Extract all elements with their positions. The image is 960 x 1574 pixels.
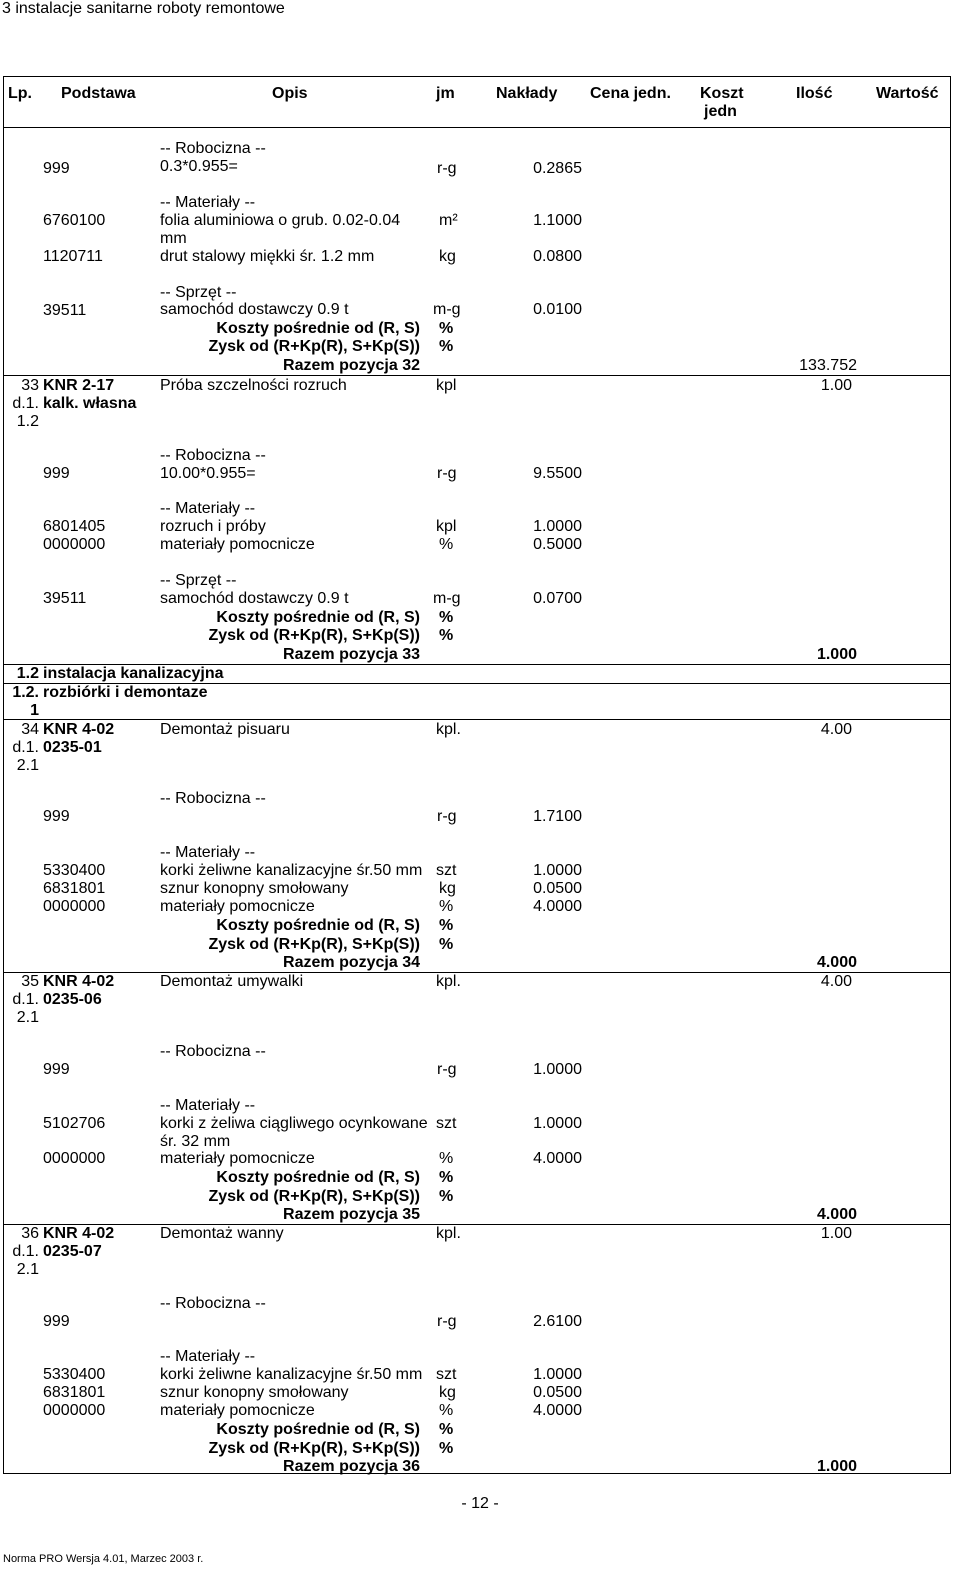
section-name: rozbiórki i demontaze bbox=[43, 684, 208, 701]
zysk-label: Zysk od (R+Kp(R), S+Kp(S)) bbox=[208, 627, 420, 644]
resource-value: 0.0800 bbox=[533, 248, 582, 265]
resource-code: 0000000 bbox=[43, 536, 106, 553]
position-description: Demontaż wanny bbox=[160, 1225, 284, 1242]
resource-code: 6831801 bbox=[43, 1384, 106, 1401]
percent-sign: % bbox=[439, 320, 454, 337]
resource-desc-cont: śr. 32 mm bbox=[160, 1133, 231, 1150]
section-number-sub: 1 bbox=[30, 702, 39, 719]
group-label-robocizna: -- Robocizna -- bbox=[160, 1043, 266, 1060]
resource-desc: korki żeliwne kanalizacyjne śr.50 mm bbox=[160, 1366, 423, 1383]
resource-code: 6831801 bbox=[43, 880, 106, 897]
resource-desc: samochód dostawczy 0.9 t bbox=[160, 301, 349, 318]
section-name: instalacja kanalizacyjna bbox=[43, 665, 224, 682]
resource-code: 999 bbox=[43, 160, 70, 177]
koszty-posrednie-label: Koszty pośrednie od (R, S) bbox=[216, 320, 420, 337]
percent-sign: % bbox=[439, 936, 454, 953]
header-naklady: Nakłady bbox=[496, 85, 558, 102]
resource-unit: m² bbox=[439, 212, 458, 229]
percent-sign: % bbox=[439, 1169, 454, 1186]
razem-value: 4.000 bbox=[816, 954, 857, 971]
resource-value: 1.7100 bbox=[533, 808, 582, 825]
row-divider bbox=[3, 719, 951, 720]
position-quantity: 1.00 bbox=[820, 1225, 852, 1242]
resource-code: 999 bbox=[43, 808, 70, 825]
position-number-sub: 2.1 bbox=[16, 1009, 39, 1026]
resource-value: 0.2865 bbox=[533, 160, 582, 177]
resource-value: 4.0000 bbox=[533, 898, 582, 915]
resource-desc: sznur konopny smołowany bbox=[160, 880, 349, 897]
resource-unit: kg bbox=[439, 248, 456, 265]
resource-unit: r-g bbox=[437, 808, 457, 825]
resource-desc: folia aluminiowa o grub. 0.02-0.04 bbox=[160, 212, 401, 229]
position-basis: KNR 2-17 bbox=[43, 377, 115, 394]
zysk-label: Zysk od (R+Kp(R), S+Kp(S)) bbox=[208, 1188, 420, 1205]
resource-value: 9.5500 bbox=[533, 465, 582, 482]
section-number: 1.2. bbox=[12, 684, 39, 701]
resource-desc: korki żeliwne kanalizacyjne śr.50 mm bbox=[160, 862, 423, 879]
position-basis-sub: kalk. własna bbox=[43, 395, 137, 412]
resource-value: 0.0500 bbox=[533, 1384, 582, 1401]
resource-unit: kg bbox=[439, 880, 456, 897]
position-basis-sub: 0235-01 bbox=[43, 739, 102, 756]
position-number-sub: 1.2 bbox=[16, 413, 39, 430]
resource-code: 6801405 bbox=[43, 518, 106, 535]
position-basis: KNR 4-02 bbox=[43, 721, 115, 738]
percent-sign: % bbox=[439, 1188, 454, 1205]
resource-desc: korki z żeliwa ciągliwego ocynkowane bbox=[160, 1115, 428, 1132]
razem-value: 133.752 bbox=[799, 357, 857, 374]
percent-sign: % bbox=[439, 627, 454, 644]
resource-unit: szt bbox=[436, 862, 457, 879]
razem-value: 1.000 bbox=[816, 646, 857, 663]
page-number: - 12 - bbox=[461, 1495, 499, 1512]
resource-value: 1.0000 bbox=[533, 1115, 582, 1132]
resource-value: 4.0000 bbox=[533, 1402, 582, 1419]
resource-unit: % bbox=[439, 898, 454, 915]
header-podstawa: Podstawa bbox=[61, 85, 136, 102]
position-description: Demontaż umywalki bbox=[160, 973, 304, 990]
resource-unit: r-g bbox=[437, 465, 457, 482]
resource-unit: % bbox=[439, 1150, 454, 1167]
resource-desc: samochód dostawczy 0.9 t bbox=[160, 590, 349, 607]
position-number-sub: d.1. bbox=[12, 739, 39, 756]
resource-code: 6760100 bbox=[43, 212, 106, 229]
resource-value: 2.6100 bbox=[533, 1313, 582, 1330]
resource-desc: 10.00*0.955= bbox=[160, 465, 256, 482]
koszty-posrednie-label: Koszty pośrednie od (R, S) bbox=[216, 1169, 420, 1186]
position-unit: kpl. bbox=[436, 1225, 461, 1242]
resource-value: 1.1000 bbox=[533, 212, 582, 229]
header-ilosc: Ilość bbox=[796, 85, 833, 102]
group-label-materialy: -- Materiały -- bbox=[160, 500, 256, 517]
koszty-posrednie-label: Koszty pośrednie od (R, S) bbox=[216, 1421, 420, 1438]
page-title: 3 instalacje sanitarne roboty remontowe bbox=[2, 0, 285, 17]
resource-value: 0.0100 bbox=[533, 301, 582, 318]
position-number: 36 bbox=[21, 1225, 39, 1242]
razem-label: Razem pozycja 32 bbox=[283, 357, 420, 374]
header-koszt-jedn: jedn bbox=[704, 103, 737, 120]
resource-value: 1.0000 bbox=[533, 1366, 582, 1383]
resource-unit: kg bbox=[439, 1384, 456, 1401]
resource-value: 0.0500 bbox=[533, 880, 582, 897]
percent-sign: % bbox=[439, 609, 454, 626]
resource-code: 39511 bbox=[43, 302, 87, 319]
position-number-sub: 2.1 bbox=[16, 757, 39, 774]
position-number-sub: d.1. bbox=[12, 1243, 39, 1260]
resource-code: 0000000 bbox=[43, 1150, 106, 1167]
resource-unit: % bbox=[439, 1402, 454, 1419]
resource-desc: 0.3*0.955= bbox=[160, 158, 238, 175]
razem-label: Razem pozycja 34 bbox=[283, 954, 420, 971]
koszty-posrednie-label: Koszty pośrednie od (R, S) bbox=[216, 917, 420, 934]
koszty-posrednie-label: Koszty pośrednie od (R, S) bbox=[216, 609, 420, 626]
razem-label: Razem pozycja 35 bbox=[283, 1206, 420, 1223]
resource-desc: sznur konopny smołowany bbox=[160, 1384, 349, 1401]
percent-sign: % bbox=[439, 917, 454, 934]
position-number: 34 bbox=[21, 721, 39, 738]
resource-code: 5330400 bbox=[43, 862, 106, 879]
percent-sign: % bbox=[439, 1440, 454, 1457]
position-unit: kpl bbox=[436, 377, 457, 394]
resource-code: 5102706 bbox=[43, 1115, 106, 1132]
position-number-sub: d.1. bbox=[12, 395, 39, 412]
position-unit: kpl. bbox=[436, 973, 461, 990]
group-label-materialy: -- Materiały -- bbox=[160, 844, 256, 861]
position-basis-sub: 0235-06 bbox=[43, 991, 102, 1008]
zysk-label: Zysk od (R+Kp(R), S+Kp(S)) bbox=[208, 1440, 420, 1457]
row-divider bbox=[3, 375, 951, 376]
position-quantity: 4.00 bbox=[820, 721, 852, 738]
group-label-sprzet: -- Sprzęt -- bbox=[160, 284, 237, 301]
resource-desc: rozruch i próby bbox=[160, 518, 266, 535]
header-wartosc: Wartość bbox=[876, 85, 939, 102]
resource-desc: materiały pomocnicze bbox=[160, 1402, 315, 1419]
resource-code: 999 bbox=[43, 465, 70, 482]
resource-desc: materiały pomocnicze bbox=[160, 1150, 315, 1167]
position-quantity: 4.00 bbox=[820, 973, 852, 990]
resource-value: 4.0000 bbox=[533, 1150, 582, 1167]
resource-value: 1.0000 bbox=[533, 518, 582, 535]
header-jm: jm bbox=[436, 85, 455, 102]
resource-unit: kpl bbox=[436, 518, 457, 535]
position-number: 35 bbox=[21, 973, 39, 990]
group-label-robocizna: -- Robocizna -- bbox=[160, 140, 266, 157]
zysk-label: Zysk od (R+Kp(R), S+Kp(S)) bbox=[208, 338, 420, 355]
resource-unit: r-g bbox=[437, 160, 457, 177]
resource-code: 5330400 bbox=[43, 1366, 106, 1383]
section-number: 1.2 bbox=[16, 665, 39, 682]
resource-value: 1.0000 bbox=[533, 1061, 582, 1078]
resource-code: 999 bbox=[43, 1313, 70, 1330]
resource-code: 39511 bbox=[43, 590, 87, 607]
resource-code: 0000000 bbox=[43, 898, 106, 915]
software-footer: Norma PRO Wersja 4.01, Marzec 2003 r. bbox=[3, 1553, 204, 1565]
resource-unit: m-g bbox=[433, 590, 461, 607]
resource-unit: szt bbox=[436, 1115, 457, 1132]
resource-desc: materiały pomocnicze bbox=[160, 898, 315, 915]
razem-value: 1.000 bbox=[816, 1458, 857, 1475]
position-number: 33 bbox=[21, 377, 39, 394]
resource-unit: szt bbox=[436, 1366, 457, 1383]
resource-value: 0.5000 bbox=[533, 536, 582, 553]
group-label-materialy: -- Materiały -- bbox=[160, 1348, 256, 1365]
group-label-robocizna: -- Robocizna -- bbox=[160, 1295, 266, 1312]
zysk-label: Zysk od (R+Kp(R), S+Kp(S)) bbox=[208, 936, 420, 953]
razem-label: Razem pozycja 33 bbox=[283, 646, 420, 663]
resource-code: 0000000 bbox=[43, 1402, 106, 1419]
table-frame bbox=[3, 76, 951, 1474]
group-label-materialy: -- Materiały -- bbox=[160, 194, 256, 211]
resource-code: 999 bbox=[43, 1061, 70, 1078]
resource-value: 1.0000 bbox=[533, 862, 582, 879]
position-quantity: 1.00 bbox=[820, 377, 852, 394]
resource-desc-cont: mm bbox=[160, 230, 187, 247]
resource-unit: % bbox=[439, 536, 454, 553]
position-description: Demontaż pisuaru bbox=[160, 721, 290, 738]
razem-value: 4.000 bbox=[816, 1206, 857, 1223]
group-label-sprzet: -- Sprzęt -- bbox=[160, 572, 237, 589]
header-lp: Lp. bbox=[8, 85, 32, 102]
position-basis-sub: 0235-07 bbox=[43, 1243, 102, 1260]
header-koszt: Koszt bbox=[700, 85, 744, 102]
percent-sign: % bbox=[439, 338, 454, 355]
resource-code: 1120711 bbox=[43, 248, 103, 265]
header-opis: Opis bbox=[272, 85, 308, 102]
resource-unit: r-g bbox=[437, 1313, 457, 1330]
position-basis: KNR 4-02 bbox=[43, 1225, 115, 1242]
position-unit: kpl. bbox=[436, 721, 461, 738]
resource-value: 0.0700 bbox=[533, 590, 582, 607]
group-label-robocizna: -- Robocizna -- bbox=[160, 447, 266, 464]
position-description: Próba szczelności rozruch bbox=[160, 377, 347, 394]
percent-sign: % bbox=[439, 1421, 454, 1438]
header-cena: Cena jedn. bbox=[590, 85, 671, 102]
position-basis: KNR 4-02 bbox=[43, 973, 115, 990]
position-number-sub: 2.1 bbox=[16, 1261, 39, 1278]
razem-label: Razem pozycja 36 bbox=[283, 1458, 420, 1475]
resource-unit: r-g bbox=[437, 1061, 457, 1078]
resource-desc: materiały pomocnicze bbox=[160, 536, 315, 553]
position-number-sub: d.1. bbox=[12, 991, 39, 1008]
group-label-robocizna: -- Robocizna -- bbox=[160, 790, 266, 807]
resource-desc: drut stalowy miękki śr. 1.2 mm bbox=[160, 248, 375, 265]
resource-unit: m-g bbox=[433, 301, 461, 318]
group-label-materialy: -- Materiały -- bbox=[160, 1097, 256, 1114]
